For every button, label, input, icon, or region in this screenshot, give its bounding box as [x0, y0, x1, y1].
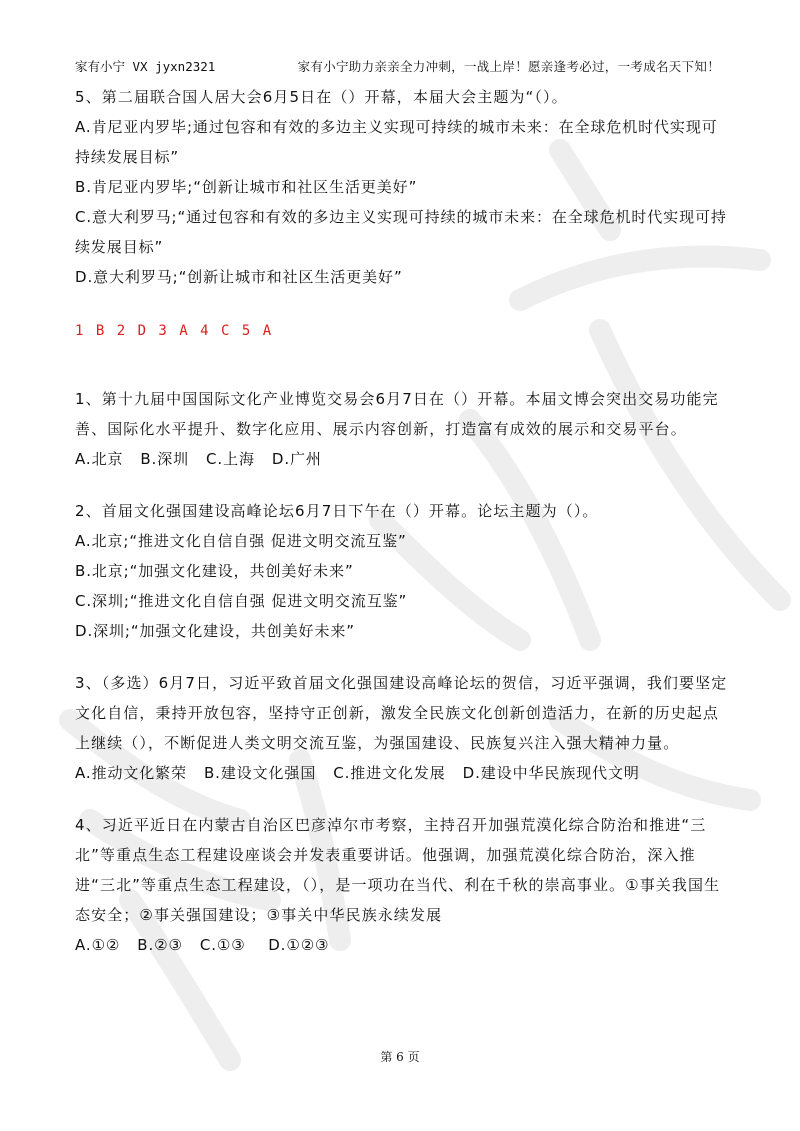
answer-key: 1 B 2 D 3 A 4 C 5 A — [75, 323, 274, 339]
question-2-text: 2、首届文化强国建设高峰论坛6月7日下午在（）开幕。论坛主题为（）。 — [75, 502, 599, 520]
question-1-options: A.北京 B.深圳 C.上海 D.广州 — [75, 450, 322, 468]
header-left-text: 家有小宁 VX jyxn2321 — [75, 59, 216, 74]
question-3-text: 3、（多选）6月7日，习近平致首届文化强国建设高峰论坛的贺信，习近平强调，我们要坚定文化自信，秉持开放包容，坚持守正创新，激发全民族文化创新创造活力，在新的历史起点上继续（），不断促进人类文明交流互鉴，为强国建设、民族复兴注入强大精神力量。 — [75, 674, 728, 752]
question-1-text: 1、第十九届中国国际文化产业博览交易会6月7日在（）开幕。本届文博会突出交易功能完善、国际化水平提升、数字化应用、展示内容创新，打造富有成效的展示和交易平台。 — [75, 390, 719, 438]
question-4-block — [75, 810, 730, 960]
question-5-option-b: B.肯尼亚内罗毕;“创新让城市和社区生活更美好” — [75, 178, 418, 196]
question-3-block — [75, 668, 730, 788]
question-4-options: A.①② B.②③ C.①③ D.①②③ — [75, 936, 330, 954]
question-5-option-c: C.意大利罗马;“通过包容和有效的多边主义实现可持续的城市未来：在全球危机时代实现可持续发展目标” — [75, 208, 727, 256]
question-4-text: 4、习近平近日在内蒙古自治区巴彦淖尔市考察，主持召开加强荒漠化综合防治和推进“三北”等重点生态工程建设座谈会并发表重要讲话。他强调，加强荒漠化综合防治，深入推进“三北”等重点生态工程建设，（），是一项功在当代、利在千秋的崇高事业。①事关我国生态安全；②事关强国建设；③事关中华民族永续发展 — [75, 816, 721, 924]
question-2-option-d: D.深圳;“加强文化建设，共创美好未来” — [75, 622, 355, 640]
question-2-option-b: B.北京;“加强文化建设，共创美好未来” — [75, 562, 354, 580]
question-1-block — [75, 384, 730, 474]
question-5-block — [75, 82, 730, 292]
question-5-option-a: A.肯尼亚内罗毕;通过包容和有效的多边主义实现可持续的城市未来：在全球危机时代实现可持续发展目标” — [75, 118, 718, 166]
question-2-block — [75, 496, 730, 646]
header-right-slogan: 家有小宁助力亲亲全力冲刺，一战上岸！愿亲逢考必过，一考成名天下知！ — [297, 59, 720, 74]
page-number: 第 6 页 — [380, 1050, 420, 1064]
question-5-text: 5、第二届联合国人居大会6月5日在（）开幕，本届大会主题为“（）。 — [75, 88, 568, 106]
question-2-option-c: C.深圳;“推进文化自信自强 促进文明交流互鉴” — [75, 592, 408, 610]
question-2-option-a: A.北京;“推进文化自信自强 促进文明交流互鉴” — [75, 532, 407, 550]
question-5-option-d: D.意大利罗马;“创新让城市和社区生活更美好” — [75, 268, 403, 286]
question-3-options: A.推动文化繁荣 B.建设文化强国 C.推进文化发展 D.建设中华民族现代文明 — [75, 764, 640, 782]
page-content — [75, 82, 730, 982]
